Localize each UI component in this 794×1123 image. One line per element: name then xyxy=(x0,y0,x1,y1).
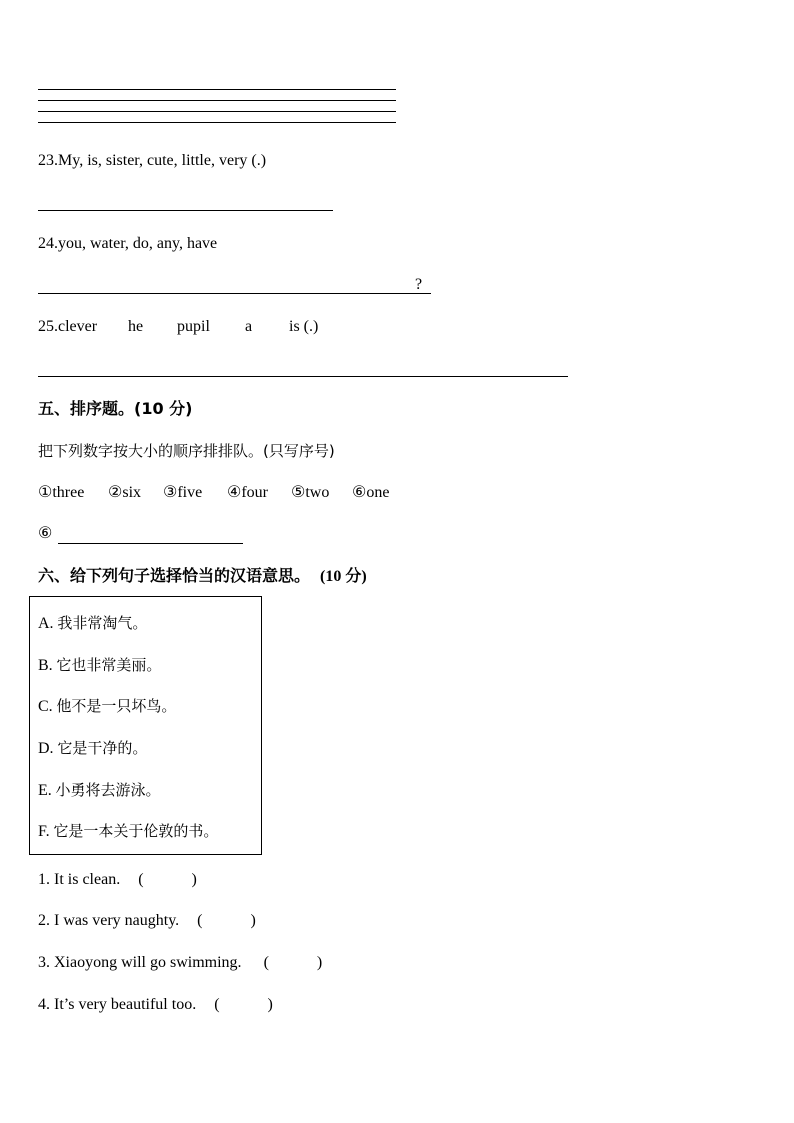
option-b xyxy=(38,655,161,676)
answer-line-section-5[interactable] xyxy=(58,543,243,544)
number-item: ⑥one xyxy=(352,484,390,501)
writing-line xyxy=(38,111,396,112)
word: a xyxy=(245,318,253,335)
option-letter: E. xyxy=(38,782,52,799)
question-text: 2. I was very naughty. xyxy=(38,912,180,929)
option-letter: F. xyxy=(38,823,50,840)
question-text: 4. It’s very beautiful too. xyxy=(38,996,197,1013)
writing-line xyxy=(38,89,396,90)
writing-line xyxy=(38,122,396,123)
match-question-4 xyxy=(38,995,273,1015)
option-a xyxy=(38,613,147,634)
match-question-1 xyxy=(38,870,197,890)
answer-blank[interactable]: ( ) xyxy=(214,996,273,1013)
number-item: ④four xyxy=(227,484,268,501)
option-c xyxy=(38,696,176,717)
answer-blank[interactable]: ( ) xyxy=(197,912,256,929)
question-23: 23.My, is, sister, cute, little, very (.) xyxy=(38,152,267,169)
question-24: 24.you, water, do, any, have xyxy=(38,235,218,252)
number-item: ⑤two xyxy=(291,484,330,501)
option-f xyxy=(38,821,218,842)
section-6-heading-cn: 六、给下列句子选择恰当的汉语意思。 xyxy=(38,566,311,585)
option-letter: B. xyxy=(38,657,53,674)
answer-start-label: ⑥ xyxy=(38,525,53,542)
word: 25.clever xyxy=(38,318,98,335)
section-5-instruction: 把下列数字按大小的顺序排排队。(只写序号) xyxy=(38,442,335,460)
answer-blank[interactable]: ( ) xyxy=(138,871,197,888)
answer-blank[interactable]: ( ) xyxy=(263,954,323,971)
word: is (.) xyxy=(289,318,319,335)
word: pupil xyxy=(177,318,210,335)
section-5-heading: 五、排序题。(10 分) xyxy=(38,399,193,418)
match-question-3 xyxy=(38,953,322,973)
section-6-heading-score: (10 分) xyxy=(320,568,367,585)
option-text: 它是一本关于伦敦的书。 xyxy=(53,822,219,840)
answer-line-25[interactable] xyxy=(38,376,568,377)
option-letter: A. xyxy=(38,615,54,632)
option-e xyxy=(38,780,161,801)
option-text: 它是干净的。 xyxy=(57,739,148,757)
question-text: 3. Xiaoyong will go swimming. xyxy=(38,954,242,971)
answer-line-23[interactable] xyxy=(38,210,333,211)
option-letter: D. xyxy=(38,740,54,757)
section-6-heading xyxy=(38,566,367,587)
option-text: 他不是一只坏鸟。 xyxy=(56,697,177,715)
word: he xyxy=(128,318,144,335)
match-question-2 xyxy=(38,911,256,931)
options-box xyxy=(29,596,262,855)
option-d xyxy=(38,738,147,759)
answer-line-24[interactable] xyxy=(38,293,431,294)
writing-line xyxy=(38,100,396,101)
option-text: 小勇将去游泳。 xyxy=(55,781,161,799)
number-item: ①three xyxy=(38,484,85,501)
number-item: ②six xyxy=(108,484,142,501)
number-item: ③five xyxy=(163,484,203,501)
question-text: 1. It is clean. xyxy=(38,871,121,888)
option-text: 它也非常美丽。 xyxy=(56,656,162,674)
option-letter: C. xyxy=(38,698,53,715)
option-text: 我非常淘气。 xyxy=(57,614,148,632)
question-mark: ? xyxy=(415,276,423,293)
